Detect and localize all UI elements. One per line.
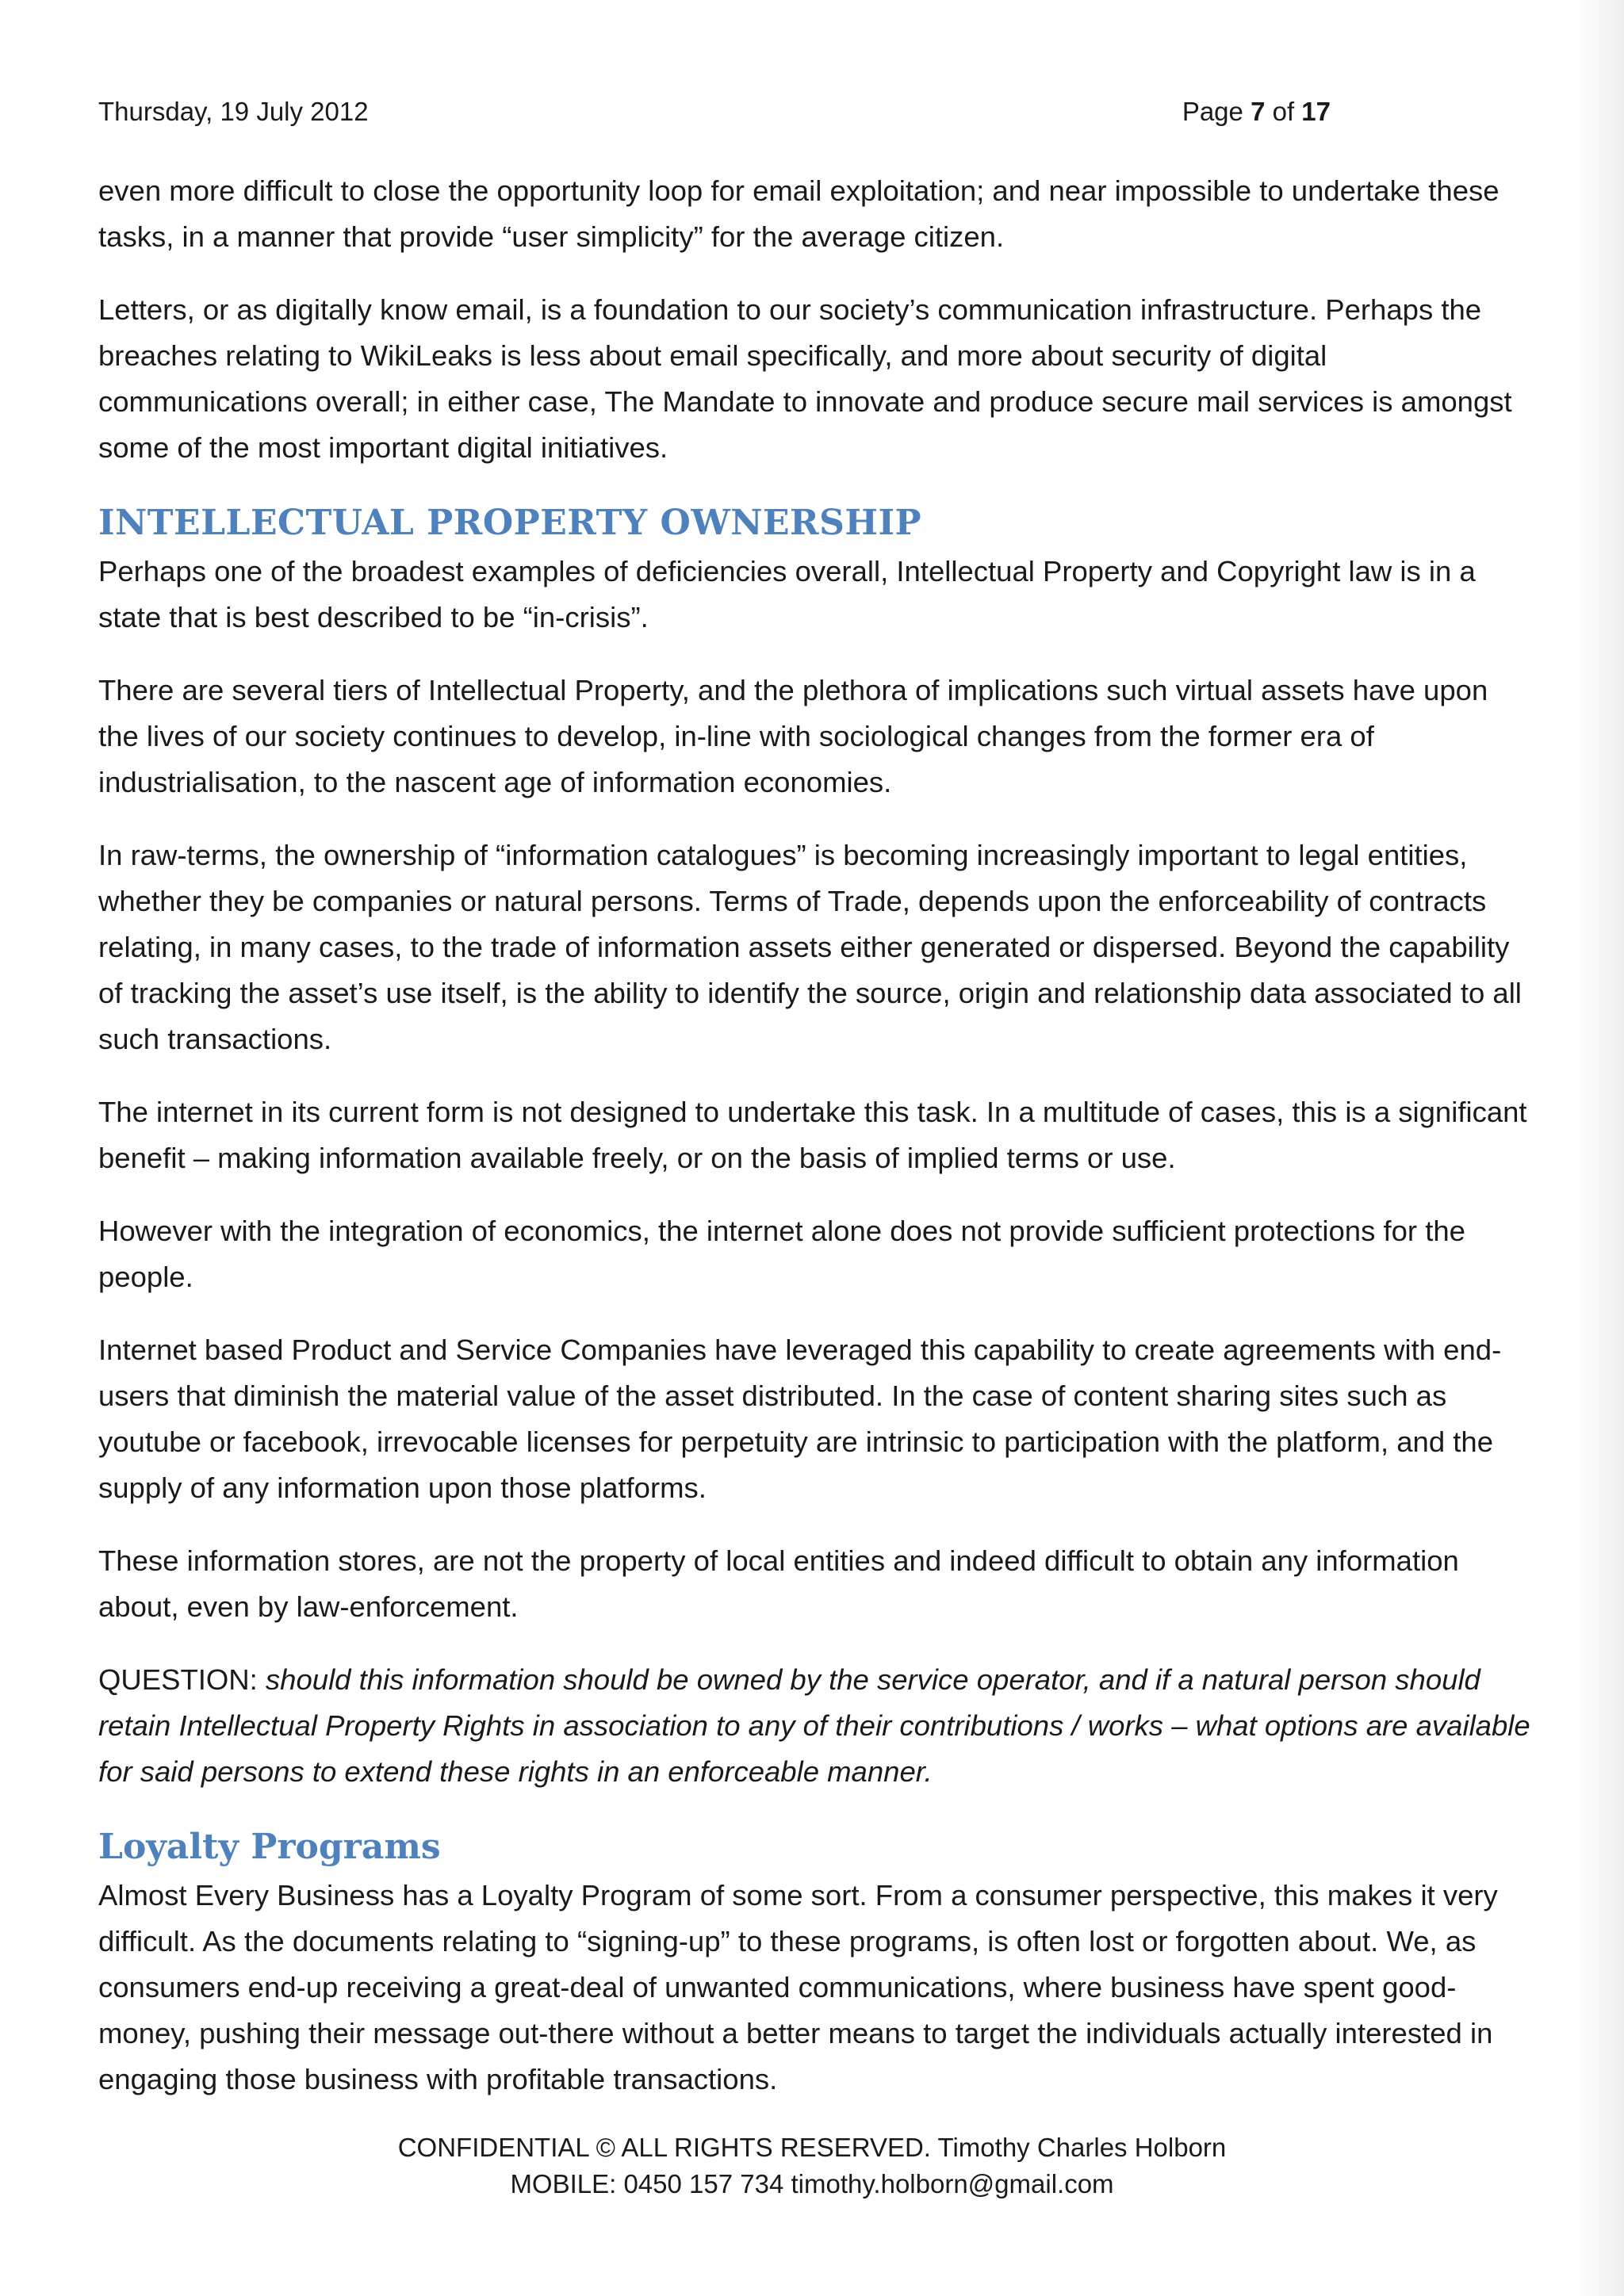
document-body — [98, 168, 1534, 2130]
footer-contact: MOBILE: 0450 157 734 timothy.holborn@gmail.com — [510, 2169, 1114, 2198]
page-edge-shade — [1576, 0, 1624, 2296]
question-text: should this information should be owned by the service operator, and if a natural person should retain Intellectual Property Rights in association to any of their contributions / works – what options are available for said persons to extend these rights in an enforceable manner. — [98, 1663, 1530, 1788]
header-date: Thursday, 19 July 2012 — [98, 97, 369, 126]
page-header — [98, 97, 1331, 136]
paragraph-email-continued: even more difficult to close the opportunity loop for email exploitation; and near impossible to undertake these tasks, in a manner that provide “user simplicity” for the average citizen. — [98, 174, 1500, 253]
paragraph-ip-crisis: Perhaps one of the broadest examples of deficiencies overall, Intellectual Property and Copyright law is in a state that is best described to be “in-crisis”. — [98, 555, 1476, 633]
paragraph-ip-tiers: There are several tiers of Intellectual Property, and the plethora of implications such virtual assets have upon the lives of our society continues to develop, in-line with sociological changes from the former era of industrialisation, to the nascent age of information economies. — [98, 674, 1488, 798]
paragraph-information-catalogues: In raw-terms, the ownership of “information catalogues” is becoming increasingly important to legal entities, whether they be companies or natural persons. Terms of Trade, depends upon the enforceability of contracts relating, in many cases, to the trade of information assets either generated or dispersed. Beyond the capability of tracking the asset’s use itself, is the ability to identify the source, origin and relationship data associated to all such transactions. — [98, 839, 1522, 1055]
heading-loyalty-programs: Loyalty Programs — [98, 1827, 441, 1867]
page-prefix: Page — [1182, 97, 1251, 126]
question-label: QUESTION: — [98, 1663, 266, 1696]
paragraph-letters-email: Letters, or as digitally know email, is a foundation to our society’s communication infrastructure. Perhaps the breaches relating to WikiLeaks is less about email specifically, and more about security of digital communications overall; in either case, The Mandate to innovate and produce secure mail services is amongst some of the most important digital initiatives. — [98, 293, 1512, 464]
paragraph-internet-form: The internet in its current form is not designed to undertake this task. In a multitude of cases, this is a significant benefit – making information available freely, or on the basis of implied terms or use. — [98, 1096, 1527, 1174]
header-page-number — [1182, 97, 1331, 127]
paragraph-question — [98, 1657, 1534, 1795]
page-mid: of — [1265, 97, 1302, 126]
paragraph-service-companies: Internet based Product and Service Companies have leveraged this capability to create agreements with end-users that diminish the material value of the asset distributed. In the case of content sharing sites such as youtube or facebook, irrevocable licenses for perpetuity are intrinsic to participation with the platform, and the supply of any information upon those platforms. — [98, 1334, 1502, 1504]
page-current: 7 — [1251, 97, 1266, 126]
heading-intellectual-property: INTELLECTUAL PROPERTY OWNERSHIP — [98, 503, 922, 543]
page-total: 17 — [1301, 97, 1331, 126]
paragraph-economics: However with the integration of economics, the internet alone does not provide sufficient protections for the people. — [98, 1215, 1465, 1293]
page-footer — [0, 2130, 1624, 2202]
paragraph-loyalty: Almost Every Business has a Loyalty Program of some sort. From a consumer perspective, this makes it very difficult. As the documents relating to “signing-up” to these programs, is often lost or forgotten about. We, as consumers end-up receiving a great-deal of unwanted communications, where business have spent good-money, pushing their message out-there without a better means to target the individuals actually interested in engaging those business with profitable transactions. — [98, 1879, 1498, 2095]
paragraph-information-stores: These information stores, are not the property of local entities and indeed difficult to obtain any information about, even by law-enforcement. — [98, 1544, 1459, 1623]
footer-confidential: CONFIDENTIAL © ALL RIGHTS RESERVED. Timothy Charles Holborn — [397, 2133, 1227, 2162]
